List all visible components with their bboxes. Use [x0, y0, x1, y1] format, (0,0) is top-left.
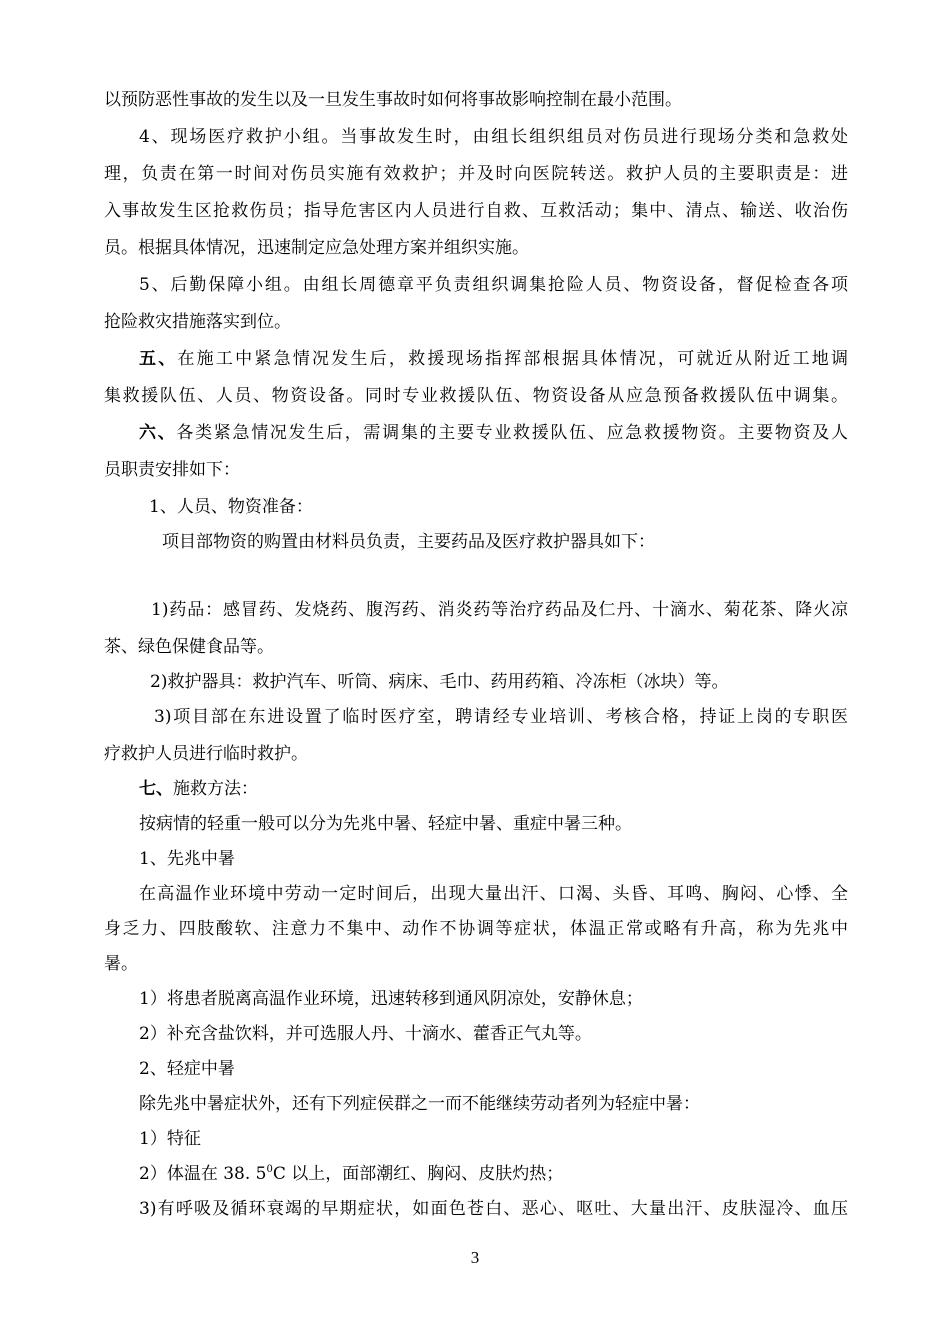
section-six-text: 各类紧急情况发生后，需调集的主要专业救援队伍、应急救援物资。主要物资及人 — [176, 423, 848, 443]
section-seven-line — [139, 777, 848, 801]
section-seven-text: 施救方法： — [173, 779, 258, 799]
section-five-heading: 五、 — [139, 349, 178, 369]
text-line-precursor-3: 暑。 — [104, 954, 138, 974]
text-line-6: 5、后勤保障小组。由组长周德章平负责组织调集抢险人员、物资设备，督促检查各项 — [139, 275, 848, 295]
degree-superscript: 0 — [266, 1164, 273, 1175]
text-line-1: 以预防恶性事故的发生以及一旦发生事故时如何将事故影响控制在最小范围。 — [104, 90, 682, 110]
text-line-precursor-1: 在高温作业环境中劳动一定时间后，出现大量出汗、口渴、头昏、耳鸣、胸闷、心悸、全 — [139, 884, 848, 904]
text-line-purchase: 项目部物资的购置由材料员负责，主要药品及医疗救护器具如下： — [162, 532, 655, 552]
text-line-clinic-1: 3)项目部在东进设置了临时医疗室，聘请经专业培训、考核合格，持证上岗的专职医 — [154, 707, 848, 727]
section-six-heading: 六、 — [139, 423, 177, 443]
page-number: 3 — [470, 1248, 480, 1267]
text-line-mild-heading: 2、轻症中暑 — [139, 1059, 235, 1079]
section-five-text: 在施工中紧急情况发生后，救援现场指挥部根据具体情况，可就近从附近工地调 — [177, 349, 848, 369]
temperature-text-after: C 以上，面部潮红、胸闷、皮肤灼热； — [272, 1164, 564, 1184]
section-six-line-1 — [139, 421, 848, 445]
text-line-step-1: 1）将患者脱离高温作业环境，迅速转移到通风阴凉处，安静休息； — [139, 989, 643, 1009]
text-line-severity: 按病情的轻重一般可以分为先兆中暑、轻症中暑、重症中暑三种。 — [139, 814, 632, 834]
text-line-medicine-1: 1)药品：感冒药、发烧药、腹泻药、消炎药等治疗药品及仁丹、十滴水、菊花茶、降火凉 — [151, 600, 848, 620]
text-line-temperature — [139, 1162, 848, 1186]
section-five-line-1 — [139, 347, 848, 371]
text-line-mild-desc: 除先兆中暑症状外，还有下列症侯群之一而不能继续劳动者列为轻症中暑： — [139, 1094, 700, 1114]
text-line-7: 抢险救灾措施落实到位。 — [104, 312, 291, 332]
text-line-prep: 1、人员、物资准备： — [149, 497, 313, 517]
text-line-3: 理，负责在第一时间对伤员实施有效救护；并及时向医院转送。救护人员的主要职责是：进 — [104, 164, 848, 184]
section-seven-heading: 七、 — [139, 779, 173, 799]
text-line-2: 4、现场医疗救护小组。当事故发生时，由组长组织组员对伤员进行现场分类和急救处 — [139, 127, 848, 147]
text-line-equipment: 2)救护器具：救护汽车、听筒、病床、毛巾、药用药箱、冷冻柜（冰块）等。 — [150, 672, 729, 692]
text-line-5: 员。根据具体情况，迅速制定应急处理方案并组织实施。 — [104, 238, 529, 258]
text-line-clinic-2: 疗救护人员进行临时救护。 — [104, 744, 308, 764]
section-five-line-2: 集救援队伍、人员、物资设备。同时专业救援队伍、物资设备从应急预备救援队伍中调集。 — [104, 386, 848, 406]
text-line-4: 入事故发生区抢救伤员；指导危害区内人员进行自救、互救活动；集中、清点、输送、收治伤 — [104, 201, 848, 221]
text-line-precursor-heading: 1、先兆中暑 — [139, 849, 235, 869]
text-line-medicine-2: 茶、绿色保健食品等。 — [104, 637, 274, 657]
text-line-feature: 1）特征 — [139, 1129, 201, 1149]
text-line-step-2: 2）补充含盐饮料，并可选服人丹、十滴水、藿香正气丸等。 — [139, 1024, 592, 1044]
text-line-symptoms: 3)有呼吸及循环衰竭的早期症状，如面色苍白、恶心、呕吐、大量出汗、皮肤湿冷、血压 — [139, 1199, 848, 1219]
text-line-precursor-2: 身乏力、四肢酸软、注意力不集中、动作不协调等症状，体温正常或略有升高，称为先兆中 — [104, 919, 848, 939]
section-six-line-2: 员职责安排如下： — [104, 460, 240, 480]
temperature-text-before: 2）体温在 38. 5 — [139, 1164, 267, 1184]
